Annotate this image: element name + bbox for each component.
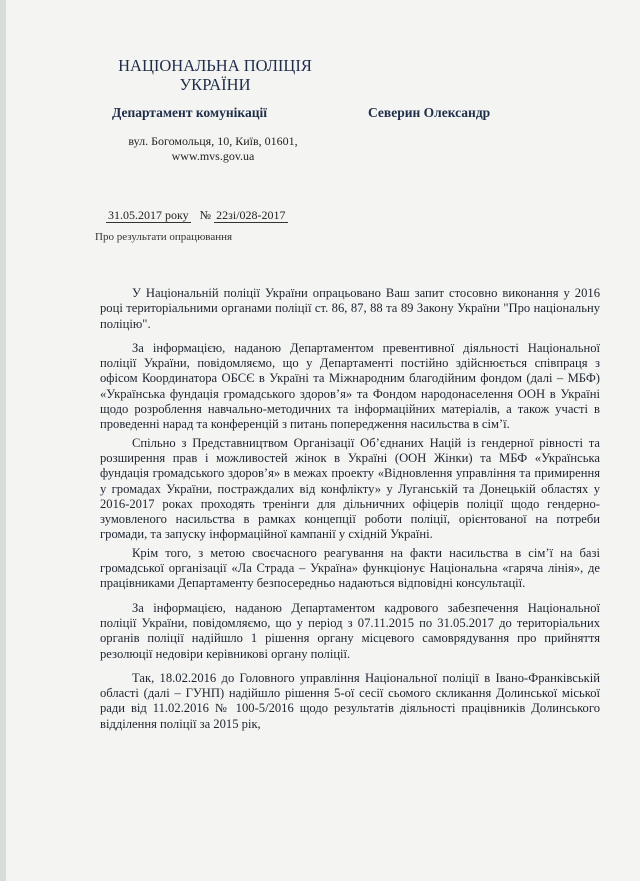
address-line: вул. Богомольця, 10, Київ, 01601, [128,134,298,148]
document-subject: Про результати опрацювання [95,231,233,243]
body-paragraph: Так, 18.02.2016 до Головного управління Національної поліції в Івано-Франківській області (далі – ГУНП) надійшло рішення 5-ої сесії сьомого скликання Долинської міської ради від 11.02.2016 № 100-5/2016 щодо результатів діяльності працівників Долинського відділення поліції за 2015 рік, [100,670,600,731]
body-paragraph: У Національній поліції України опрацьовано Ваш запит стосовно виконання у 2016 році територіальними органами поліції ст. 86, 87, 88 та 89 Закону України "Про національну поліцію". [100,286,600,331]
scan-left-edge [0,0,6,881]
document-date-number [106,208,288,223]
recipient-name: Северин Олександр [368,105,491,120]
org-name: НАЦІОНАЛЬНА ПОЛІЦІЯ УКРАЇНИ [118,56,312,94]
number-label: № [199,208,212,222]
letter-body [100,286,600,741]
document-date: 31.05.2017 року [108,208,189,222]
department-name: Департамент комунікації [112,105,267,120]
body-paragraph: За інформацією, наданою Департаментом кадрового забезпечення Національної поліції України, повідомляємо, що у період з 07.11.2015 по 31.05.2017 до територіальних органів поліції надійшло 1 рішення органу місцевого самоврядування про прийняття резолюції недовіри керівникові органу поліції. [100,600,600,661]
website-line: www.mvs.gov.ua [171,149,255,163]
document-number: 22зі/028-2017 [216,208,286,222]
body-paragraph: За інформацією, наданою Департаментом превентивної діяльності Національної поліції України, повідомляємо, що у Департаменті постійно здійснюється співпраця з офісом Координатора ОБСЄ в Україні та Міжнародним благодійним фондом (далі – МБФ) «Українська фундація громадського здоров’я» та Фондом народонаселення ООН в Україні щодо розроблення навчально-методичних та інформаційних матеріалів, а також участі в проведенні нарад та конференцій з питань попередження насильства в сім’ї. [100,340,600,432]
body-paragraph: Крім того, з метою своєчасного реагування на факти насильства в сім’ї на базі громадської організації «Ла Страда – Україна» функціонує Національна «гаряча лінія», де працівниками Департаменту безпосередньо надаються відповідні консультації. [100,545,600,591]
body-paragraph: Спільно з Представництвом Організації Об’єднаних Націй із гендерної рівності та розширення прав і можливостей жінок в Україні (ООН Жінки) та МБФ «Українська фундація громадського здоров’я» в межах проекту «Відновлення управління та примирення у громадах України, постраждалих від конфлікту» у Луганській та Донецькій областях у 2016-2017 роках проходять тренінги для дільничних офіцерів поліції щодо гендерно-зумовленого насильства в рамках концепції роботи поліції, орієнтованої на потреби громади, та запуску інформаційної кампанії у східній Україні. [100,435,600,542]
sender-address [118,134,308,164]
